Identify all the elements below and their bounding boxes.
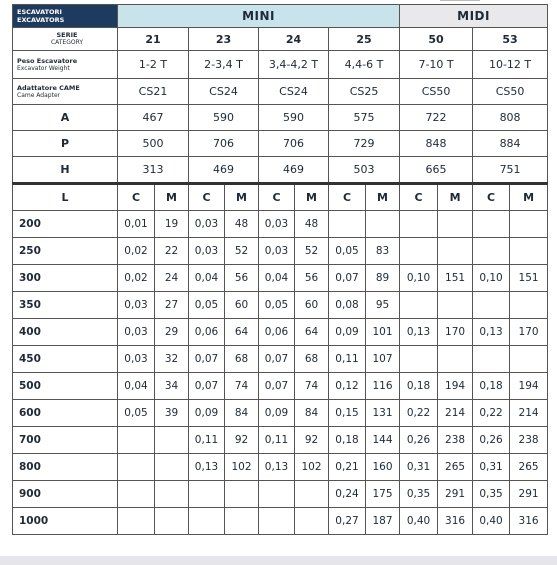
- capacity-cell: 0,31: [400, 454, 438, 481]
- series-21: 21: [118, 28, 189, 51]
- adapter-label-it: Adattatore CAME: [17, 83, 80, 92]
- capacity-cell: 0,05: [259, 292, 295, 319]
- capacity-cell: 0,10: [400, 265, 438, 292]
- capacity-cell: 0,22: [473, 400, 510, 427]
- capacity-cell: 0,13: [259, 454, 295, 481]
- mass-cell: 52: [225, 238, 259, 265]
- length-label: 600: [13, 400, 118, 427]
- capacity-cell: [118, 454, 155, 481]
- capacity-cell: [118, 508, 155, 535]
- mass-cell: 214: [438, 400, 473, 427]
- capacity-cell: [329, 211, 366, 238]
- table-row: [13, 454, 548, 481]
- table-row: [13, 346, 548, 373]
- subheader-l: L: [13, 184, 118, 211]
- capacity-cell: 0,27: [329, 508, 366, 535]
- weight-label-en: Excavator Weight: [17, 64, 70, 72]
- capacity-cell: 0,18: [473, 373, 510, 400]
- subheader-m: M: [155, 184, 189, 211]
- mass-cell: 170: [510, 319, 548, 346]
- adapter-cell: CS24: [189, 79, 259, 105]
- mass-cell: 56: [225, 265, 259, 292]
- capacity-cell: 0,03: [118, 319, 155, 346]
- capacity-cell: 0,02: [118, 238, 155, 265]
- mass-cell: 60: [295, 292, 329, 319]
- mass-cell: 34: [155, 373, 189, 400]
- capacity-cell: [473, 346, 510, 373]
- dimension-value: 313: [118, 157, 189, 184]
- subheader-c: C: [329, 184, 366, 211]
- mass-cell: 48: [225, 211, 259, 238]
- table-row: [13, 265, 548, 292]
- mass-cell: 194: [438, 373, 473, 400]
- spec-table: [12, 4, 548, 535]
- capacity-cell: 0,03: [259, 211, 295, 238]
- capacity-cell: 0,01: [118, 211, 155, 238]
- capacity-cell: 0,18: [400, 373, 438, 400]
- mass-cell: 84: [225, 400, 259, 427]
- series-25: 25: [329, 28, 400, 51]
- corner-line-2: EXCAVATORS: [17, 16, 65, 24]
- mass-cell: 238: [438, 427, 473, 454]
- capacity-cell: 0,06: [259, 319, 295, 346]
- mass-cell: [438, 238, 473, 265]
- adapter-cell: CS25: [329, 79, 400, 105]
- mass-cell: 60: [225, 292, 259, 319]
- capacity-cell: 0,07: [259, 346, 295, 373]
- dimension-value: 848: [400, 131, 473, 157]
- mass-cell: 56: [295, 265, 329, 292]
- length-label: 900: [13, 481, 118, 508]
- mass-cell: 24: [155, 265, 189, 292]
- capacity-cell: [400, 292, 438, 319]
- capacity-cell: [400, 346, 438, 373]
- mass-cell: 102: [225, 454, 259, 481]
- capacity-cell: 0,31: [473, 454, 510, 481]
- dimension-value: 467: [118, 105, 189, 131]
- capacity-cell: 0,09: [329, 319, 366, 346]
- capacity-cell: 0,07: [189, 373, 225, 400]
- series-53: 53: [473, 28, 548, 51]
- mass-cell: 22: [155, 238, 189, 265]
- mass-cell: 316: [438, 508, 473, 535]
- capacity-cell: [189, 508, 225, 535]
- dimension-label-h: H: [13, 157, 118, 184]
- mass-cell: [510, 292, 548, 319]
- weight-cell: 2-3,4 T: [189, 51, 259, 79]
- length-label: 350: [13, 292, 118, 319]
- subheader-m: M: [438, 184, 473, 211]
- adapter-label-en: Came Adapter: [17, 91, 61, 99]
- mass-cell: [438, 346, 473, 373]
- weight-cell: 3,4-4,2 T: [259, 51, 329, 79]
- mass-cell: 48: [295, 211, 329, 238]
- capacity-cell: [189, 481, 225, 508]
- capacity-cell: 0,07: [189, 346, 225, 373]
- dimension-value: 729: [329, 131, 400, 157]
- mass-cell: 19: [155, 211, 189, 238]
- capacity-cell: 0,35: [473, 481, 510, 508]
- series-23: 23: [189, 28, 259, 51]
- dimension-value: 665: [400, 157, 473, 184]
- table-row: [13, 319, 548, 346]
- capacity-cell: [473, 238, 510, 265]
- dimension-value: 722: [400, 105, 473, 131]
- table-row: [13, 400, 548, 427]
- capacity-cell: 0,18: [329, 427, 366, 454]
- mass-cell: 68: [295, 346, 329, 373]
- mass-cell: 291: [510, 481, 548, 508]
- mass-cell: [295, 508, 329, 535]
- capacity-cell: 0,05: [329, 238, 366, 265]
- capacity-cell: 0,03: [259, 238, 295, 265]
- weight-cell: 4,4-6 T: [329, 51, 400, 79]
- mass-cell: 116: [366, 373, 400, 400]
- mass-cell: [225, 508, 259, 535]
- dimension-value: 751: [473, 157, 548, 184]
- mass-cell: [155, 427, 189, 454]
- dimension-value: 503: [329, 157, 400, 184]
- subheader-c: C: [473, 184, 510, 211]
- length-label: 700: [13, 427, 118, 454]
- table-row: [13, 211, 548, 238]
- mass-cell: 39: [155, 400, 189, 427]
- adapter-cell: CS21: [118, 79, 189, 105]
- capacity-cell: 0,06: [189, 319, 225, 346]
- adapter-label-cell: [13, 79, 118, 105]
- capacity-cell: 0,24: [329, 481, 366, 508]
- mass-cell: 238: [510, 427, 548, 454]
- corner-line-1: ESCAVATORI: [17, 8, 62, 16]
- excavator-spec-sheet: [12, 4, 547, 535]
- length-label: 200: [13, 211, 118, 238]
- adapter-cell: CS50: [473, 79, 548, 105]
- capacity-cell: [118, 427, 155, 454]
- mass-cell: 265: [510, 454, 548, 481]
- dimension-value: 706: [259, 131, 329, 157]
- mass-cell: [510, 346, 548, 373]
- capacity-cell: 0,40: [473, 508, 510, 535]
- table-row: [13, 481, 548, 508]
- mass-cell: 170: [438, 319, 473, 346]
- mass-cell: [295, 481, 329, 508]
- mass-cell: [438, 292, 473, 319]
- weight-cell: 7-10 T: [400, 51, 473, 79]
- mass-cell: 214: [510, 400, 548, 427]
- subheader-c: C: [259, 184, 295, 211]
- mass-cell: 29: [155, 319, 189, 346]
- capacity-cell: 0,26: [400, 427, 438, 454]
- capacity-cell: 0,09: [259, 400, 295, 427]
- capacity-cell: 0,04: [118, 373, 155, 400]
- series-label-en: CATEGORY: [50, 39, 84, 46]
- adapter-cell: CS24: [259, 79, 329, 105]
- table-row: [13, 292, 548, 319]
- mass-cell: 131: [366, 400, 400, 427]
- capacity-cell: 0,11: [189, 427, 225, 454]
- mass-cell: 160: [366, 454, 400, 481]
- capacity-cell: 0,35: [400, 481, 438, 508]
- capacity-cell: 0,10: [473, 265, 510, 292]
- mass-cell: [366, 211, 400, 238]
- length-label: 500: [13, 373, 118, 400]
- capacity-cell: 0,04: [189, 265, 225, 292]
- mass-cell: [438, 211, 473, 238]
- capacity-cell: [473, 292, 510, 319]
- mass-cell: 92: [225, 427, 259, 454]
- capacity-cell: 0,03: [189, 211, 225, 238]
- weight-label-it: Peso Escavatore: [17, 56, 78, 65]
- capacity-cell: 0,13: [400, 319, 438, 346]
- mass-cell: 95: [366, 292, 400, 319]
- dimension-value: 500: [118, 131, 189, 157]
- dimension-value: 590: [259, 105, 329, 131]
- capacity-cell: 0,21: [329, 454, 366, 481]
- weight-label-cell: [13, 51, 118, 79]
- capacity-cell: 0,22: [400, 400, 438, 427]
- capacity-cell: 0,02: [118, 265, 155, 292]
- mass-cell: 175: [366, 481, 400, 508]
- capacity-cell: [259, 481, 295, 508]
- mass-cell: [510, 238, 548, 265]
- series-24: 24: [259, 28, 329, 51]
- mass-cell: 64: [225, 319, 259, 346]
- capacity-cell: 0,05: [189, 292, 225, 319]
- mass-cell: 101: [366, 319, 400, 346]
- dimension-value: 575: [329, 105, 400, 131]
- mass-cell: 83: [366, 238, 400, 265]
- table-row: [13, 373, 548, 400]
- capacity-cell: 0,07: [329, 265, 366, 292]
- group-mini-header: MINI: [118, 5, 400, 28]
- subheader-c: C: [400, 184, 438, 211]
- capacity-cell: [118, 481, 155, 508]
- dimension-value: 469: [189, 157, 259, 184]
- capacity-cell: 0,03: [118, 346, 155, 373]
- subheader-c: C: [189, 184, 225, 211]
- mass-cell: 316: [510, 508, 548, 535]
- length-label: 250: [13, 238, 118, 265]
- dimension-label-p: P: [13, 131, 118, 157]
- capacity-cell: 0,04: [259, 265, 295, 292]
- capacity-cell: [400, 238, 438, 265]
- mass-cell: 89: [366, 265, 400, 292]
- series-label-it: SERIE: [56, 31, 78, 39]
- mass-cell: 32: [155, 346, 189, 373]
- capacity-cell: 0,13: [473, 319, 510, 346]
- mass-cell: 84: [295, 400, 329, 427]
- capacity-cell: 0,05: [118, 400, 155, 427]
- capacity-cell: 0,11: [259, 427, 295, 454]
- category-corner-cell: [13, 5, 118, 28]
- bottom-scroll-area: [0, 556, 557, 565]
- adapter-cell: CS50: [400, 79, 473, 105]
- mass-cell: 27: [155, 292, 189, 319]
- mass-cell: [225, 481, 259, 508]
- capacity-cell: 0,03: [118, 292, 155, 319]
- capacity-cell: 0,15: [329, 400, 366, 427]
- mass-cell: [510, 211, 548, 238]
- mass-cell: 52: [295, 238, 329, 265]
- mass-cell: 187: [366, 508, 400, 535]
- mass-cell: 74: [295, 373, 329, 400]
- length-label: 1000: [13, 508, 118, 535]
- series-label-cell: [13, 28, 118, 51]
- table-row: [13, 238, 548, 265]
- mass-cell: 194: [510, 373, 548, 400]
- mass-cell: [155, 481, 189, 508]
- subheader-m: M: [510, 184, 548, 211]
- mass-cell: 68: [225, 346, 259, 373]
- length-label: 450: [13, 346, 118, 373]
- length-label: 300: [13, 265, 118, 292]
- table-row: [13, 508, 548, 535]
- dimension-value: 884: [473, 131, 548, 157]
- mass-cell: [155, 454, 189, 481]
- mass-cell: 151: [510, 265, 548, 292]
- dimension-value: 469: [259, 157, 329, 184]
- subheader-m: M: [366, 184, 400, 211]
- mass-cell: 74: [225, 373, 259, 400]
- dimension-value: 808: [473, 105, 548, 131]
- subheader-c: C: [118, 184, 155, 211]
- capacity-cell: 0,08: [329, 292, 366, 319]
- subheader-m: M: [295, 184, 329, 211]
- dimension-value: 590: [189, 105, 259, 131]
- weight-cell: 1-2 T: [118, 51, 189, 79]
- capacity-cell: [473, 211, 510, 238]
- mass-cell: 291: [438, 481, 473, 508]
- capacity-cell: 0,12: [329, 373, 366, 400]
- dimension-label-a: A: [13, 105, 118, 131]
- length-label: 400: [13, 319, 118, 346]
- capacity-cell: 0,03: [189, 238, 225, 265]
- capacity-cell: [259, 508, 295, 535]
- capacity-cell: 0,11: [329, 346, 366, 373]
- weight-cell: 10-12 T: [473, 51, 548, 79]
- capacity-cell: 0,13: [189, 454, 225, 481]
- subheader-m: M: [225, 184, 259, 211]
- mass-cell: [155, 508, 189, 535]
- group-midi-header: MIDI: [400, 5, 548, 28]
- mass-cell: 64: [295, 319, 329, 346]
- length-label: 800: [13, 454, 118, 481]
- mass-cell: 151: [438, 265, 473, 292]
- mass-cell: 102: [295, 454, 329, 481]
- mass-cell: 144: [366, 427, 400, 454]
- capacity-cell: 0,09: [189, 400, 225, 427]
- capacity-cell: 0,07: [259, 373, 295, 400]
- capacity-cell: 0,40: [400, 508, 438, 535]
- mass-cell: 92: [295, 427, 329, 454]
- capacity-cell: 0,26: [473, 427, 510, 454]
- mass-cell: 107: [366, 346, 400, 373]
- table-row: [13, 427, 548, 454]
- series-50: 50: [400, 28, 473, 51]
- capacity-cell: [400, 211, 438, 238]
- mass-cell: 265: [438, 454, 473, 481]
- dimension-value: 706: [189, 131, 259, 157]
